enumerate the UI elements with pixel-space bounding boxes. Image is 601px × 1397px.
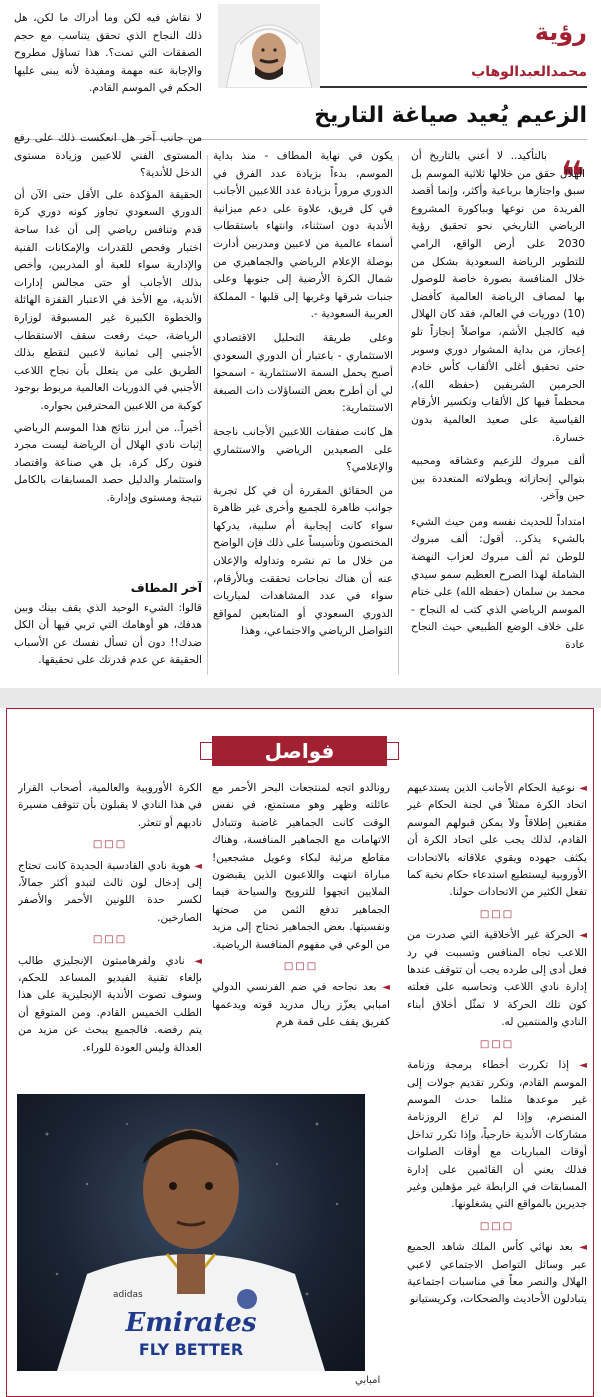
paragraph: وعلى طريقة التحليل الاقتصادي الاستثماري - باعتبار أن الدوري السعودي أصبح يحمل السمة الاستثمارية - اسمحوا لي أن أطرح بعض التساؤلات ذات الصبغة الاستثمارية: [213, 331, 393, 415]
fawasil-item: ◄ بعد نجاحه في ضم الفرنسي الدولي امبابي يعزّز ريال مدريد قوته ويدعمها كفريق يقف على قمة هرم [212, 981, 390, 1029]
fawasil-section [0, 708, 601, 1397]
bullet-arrow-icon: ◄ [382, 982, 390, 994]
article-headline: الزعيم يُعيد صياغة التاريخ [314, 103, 587, 128]
quote-mark-icon: ❝ [560, 152, 585, 201]
paragraph: هل كانت صفقات اللاعبين الأجانب ناجحة على الصعيدين الرياضي والاستثماري والإعلامي؟ [213, 425, 393, 474]
paragraph: أخيراً.. من أبرز نتائج هذا الموسم الرياضي إثبات نادي الهلال أن الرياضة ليست مجرد فنون ركل كرة، بل هي صناعة واقتصاد واستثمار والدليل حصد المسابقات بالكامل نتيجة ومستوى وإدارة. [14, 421, 202, 504]
paragraph: لا نقاش فيه لكن وما أدراك ما لكن، هل ذلك النجاح الذي تحقق يتناسب مع حجم الصفقات التي تمت؟. هذا تساؤل مطروح والإجابة عنه مهمة ومفيدة لأنه يبنى عليها الحكم في الموسم القادم. [14, 12, 202, 95]
article-column-left [14, 130, 202, 578]
bullet-arrow-icon: ◄ [579, 930, 587, 942]
last-word-text: قالوا: الشيء الوحيد الذي يقف بينك وبين هدفك، هو أوهامك التي تربي فيها أن الكل ضدك!! دون أن تسأل نفسك عن الأسباب الحقيقة عن عدم قدرتك على تحقيقها. [14, 601, 202, 667]
bullet-arrow-icon: ◄ [579, 783, 587, 794]
article-column-middle [213, 148, 393, 683]
fawasil-item: ◄ بعد نهائي كأس الملك شاهد الجميع عبر وسائل التواصل الاجتماعي لاعبي الهلال والنصر معاً في مناسبات اجتماعية يتبادلون الأحاديث والضحكات، وكريستيانو [407, 1241, 587, 1306]
separator: □□□ [283, 961, 319, 973]
photo-caption: امبابي [355, 1375, 381, 1386]
article-column-right [411, 148, 587, 683]
fawasil-item: ◄ نوعية الحكام الأجانب الذين يستدعيهم اتحاد الكرة ممثلاً في لجنة الحكام غير مقنعين إطلاقاً ولا يمكن قبولهم الموسم القادم، لذلك يجب على اتحاد الكرة أن يكثف جهوده ويقوي علاقاته بالاتحادات الأوروبية ليستطيع استدعاء حكام نخبة كما تفعل الكثير من الاتحادات حولنا. [407, 782, 587, 899]
separator: □□□ [92, 934, 128, 946]
paragraph: امتداداً للحديث نفسه ومن حيث الشيء بالشيء يذكر.. أقول: ألف مبروك للوطن ثم ألف مبروك لعزاب النهضة الشاملة لهذا الصرح العظيم سمو سيدي محمد بن سلمان (حفظه الله) على ختام الموسم الرياضي الذي كتب له النجاح - على خلاف الوضع الطبيعي حيث النجاح عادة [411, 515, 585, 652]
paragraph: بالتأكيد.. لا أعني بالتاريخ أن الهلال حقق من خلالها ثلاثية الموسم بل سبق واجتازها برباعية وأكثر، وإنما أقصد الفريدة من نوعها وبباكورة المشروع الرياضي التاريخي نحو تحقيق رؤية 2030 على أرض الواقع، الرامي للتطوير الرياضة السعودية بشكل من خلال المنافسة بصورة خاصة للوصول بها لمصاف الرياضة العالمية كأفضل (10) دوريات في العالم، فقد كان الهلال فيه كالجبل الأشم، مواصلاً إنجازاً تلو إعجاز، من بداية المشوار دوري وسوبر حتى تحقيق أغلى الألقاب كأس خادم الحرمين الشريفين (حفظه الله)، محطماً فيها كل الألقاب وتكسير الأرقام القياسية على صعيد العالمية بدون خسارة. [411, 150, 585, 444]
bullet-arrow-icon: ◄ [194, 955, 202, 967]
fawasil-column-middle [212, 780, 390, 1090]
fawasil-item: ◄ إذا تكررت أخطاء برمجة وزنامة الموسم القادم، وتكرر تقديم جولات إلى غير موعدها مثلما حدث الموسم المنصرم، وإذا لم تراع الروزنامة مشاركات الأندية خارجياً، وإذا تكرر تداخل أوقات المباريات مع أوقات الصلوات فذلك يعني أن القائمين على إدارة المسابقات في الرابطة غير مؤهلين وغير جديرين بالمواقع التي يشغلونها. [407, 1059, 587, 1211]
separator: □□□ [479, 908, 515, 920]
last-word-box [14, 578, 202, 684]
paragraph: ألف مبروك للزعيم وعشاقه ومحبيه بتوالي إنجازاته وبطولاته المتعددة بين حين وآخر. [411, 455, 585, 503]
author-name: محمدالعبدالوهاب [471, 64, 587, 80]
fawasil-item: ◄ نادي ولفرهامبتون الإنجليزي طالب بإلغاء تقنية الفيديو المساعد للحكم، وسوف تصوت الأندية الإنجليزية على هذا الطلب الخميس القادم. ومن المتوقع أن يتم رفضه. فالجميع يبحث عن مزيد من العدالة وليس العودة للوراء. [18, 954, 202, 1054]
column-divider [207, 155, 208, 675]
separator: □□□ [92, 839, 128, 851]
author-portrait-image [218, 4, 320, 88]
author-portrait [218, 4, 320, 88]
player-photo [17, 1094, 365, 1371]
shirt-sponsor: Emirates [125, 1308, 257, 1338]
paragraph: الحقيقة المؤكدة على الأقل حتى الآن أن الدوري السعودي تجاوز كونه دوري كرة قدم وتنافس رياضي إلى أن غدا ساحة اختبار وفحص للقدرات والإمكانات الفنية والإدارية سواء للعبة أو المدربين، وأخص بذلك الأجانب أو حتى مجالس إدارات الأندية، مع الأخذ في الاعتبار القفزة الهائلة والخطوة الكبيرة غير المسبوقة لوزارة الرياضة، حيث رفعت سقف الاستقطاب الأجنبي إلى ثمانية لاعبين لتقطع بذلك الطريق على من يتعلل بأن نجاح اللاعب الأجنبي في الدوريات العالمية مربوط بوجود كوكبة من اللاعبين المحترفين بجواره. [14, 188, 202, 412]
column-divider [398, 155, 399, 675]
fawasil-item: ◄ الحركة غير الأخلاقية التي صدرت من اللاعب تجاه المنافس وتسببت في رد فعل أدى إلى طرده يجب أن تتوقف عندها إدارة نادي اللاعب وتحاسبه على فعلته كون تلك الحركة لا تمثّل أخلاق أبناء النادي والمنتمين له. [407, 929, 587, 1029]
opinion-column [0, 0, 601, 688]
fawasil-item: رونالدو اتجه لمنتجعات البحر الأحمر مع عائلته وظهر وهو مستمتع، في نفس الوقت كانت الجماهير غاضبة وتتبادل الاتهامات مع الجماهير المنافسة، وهناك مقاطع مرئية لبكاء وعويل مشجعين! مباراة انتهت واللاعبون الذين يقبضون الملايين اتجهوا للترويح والسياحة فيما الجماهير تدفع الثمن من صحتها ونفسيتها. بعض الجماهير تحتاج إلى مزيد من الوعي في مفهوم المنافسة الرياضية. [212, 782, 390, 951]
fawasil-column-right [407, 780, 587, 1392]
fawasil-item: الكرة الأوروبية والعالمية، أصحاب القرار في هذا النادي لا يقبلون بأن تتوقف مسيرة ناديهم أو تتعثر. [18, 782, 202, 829]
shirt-sponsor-tagline: FLY BETTER [138, 1340, 244, 1359]
author-rule [320, 86, 587, 88]
paragraph: يكون في نهاية المطاف - منذ بداية الموسم، بدءاً بزيادة عدد الفرق في الدوري مروراً بزيادة عدد اللاعبين الأجانب في كل فريق، علاوة على دعم ميزانية الأندية دون استثناء، وانتهاء باستقطاب أسماء عالمية من لاعبين ومدربين أدارت بوصلة الإعلام الرياضي والجماهيري من شمال الكرة الأرضية إلى جنوبها وعلى جنبات شرقها وغربها إلى قلبها - المملكة العربية السعودية -. [213, 150, 393, 321]
fawasil-banner: فواصل [212, 736, 387, 766]
separator: □□□ [479, 1038, 515, 1050]
bullet-arrow-icon: ◄ [194, 860, 202, 872]
section-label: رؤية [534, 18, 587, 46]
bullet-arrow-icon: ◄ [579, 1242, 587, 1254]
bullet-arrow-icon: ◄ [579, 1060, 587, 1072]
fawasil-item: ◄ هوية نادي القادسية الجديدة كانت تحتاج إلى إدخال لون ثالث لتبدو أكثر جمالاً، لكسر حدة اللونين الأحمر والأصفر الصارخين. [18, 859, 202, 924]
page-divider-band [0, 688, 601, 708]
shirt-brand: adidas [113, 1290, 143, 1300]
last-word-title: آخر المطاف [130, 581, 202, 595]
fawasil-column-left [18, 780, 202, 1090]
separator: □□□ [479, 1220, 515, 1232]
paragraph: من الحقائق المقررة أن في كل تجربة جوانب ظاهرة للجميع وأخرى غير ظاهرة سواء كانت إيجابية أم سلبية، يدركها المختصون وتأسيساً على ذلك فإن الواضح من خلال ما تم نشره وتداوله والإعلان عنه أن هناك نجاحات تحققت وبالأرقام، سواء في عدد المشاهدات لمباريات الدوري السعودي أو المتابعين لمواقع التواصل الرياضي والاجتماعي، وهذا [213, 484, 393, 638]
paragraph: من جانب آخر هل انعكست ذلك على رفع المستوى الفني للاعبين وزيادة مستوى الدخل للأندية؟ [14, 132, 202, 180]
